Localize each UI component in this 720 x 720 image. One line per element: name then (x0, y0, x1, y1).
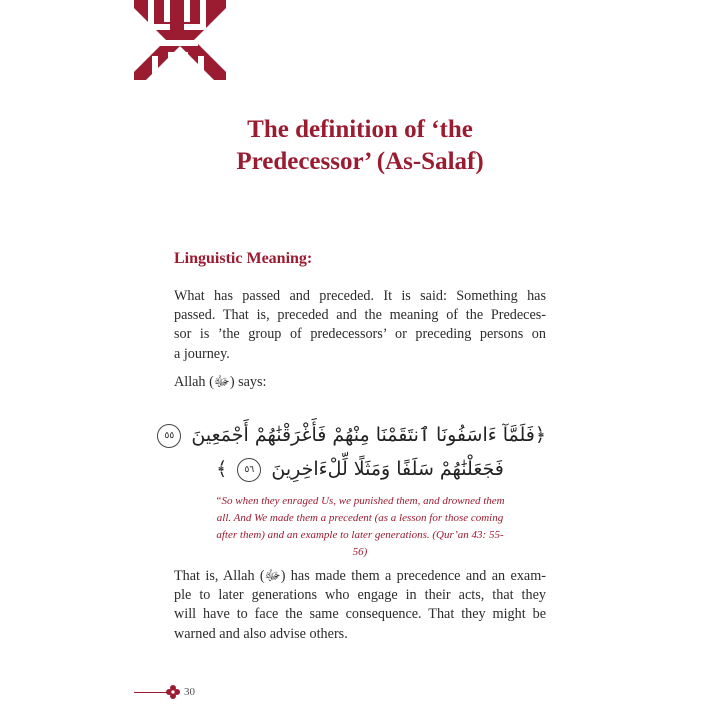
paragraph-line: ple to later generations who engage in their acts, that they (174, 587, 546, 604)
paragraph-line: passed. That is, preceded and the meaning of the Predeces- (174, 307, 546, 324)
paragraph-line: a journey. (174, 345, 230, 362)
page-title (0, 114, 720, 178)
title-line-2: Predecessor’ (As-Salaf) (236, 148, 484, 175)
flower-ornament-icon (165, 684, 181, 700)
page-number: 30 (184, 686, 195, 698)
paragraph-line: What has passed and preceded. It is said: Something has (174, 288, 546, 304)
footer-rule (134, 692, 168, 693)
verse-number-marker: ٥٦ (237, 458, 261, 482)
translation-line: 56) (352, 546, 368, 558)
allah-says-text: Allah (ﷻ) says: (174, 374, 267, 390)
paragraph-line: sor is ’the group of predecessors’ or preceding persons on (174, 326, 546, 343)
paragraph-line: That is, Allah (ﷻ) has made them a precedence and an exam- (174, 568, 546, 584)
translation-line: “So when they enraged Us, we punished them, and drowned them (215, 495, 505, 507)
verse-translation (200, 493, 520, 561)
section-heading: Linguistic Meaning: (174, 250, 313, 267)
quran-verse (164, 418, 546, 486)
translation-line: all. And We made them a precedent (as a lesson for those coming (216, 512, 504, 524)
quran-line-2 (174, 452, 546, 486)
quran-line-1 (164, 418, 546, 452)
paragraph-line: warned and also advise others. (174, 625, 348, 642)
title-line-1: The definition of ‘the (247, 116, 473, 143)
translation-line: after them) and an example to later generations. (Qur’an 43: 55- (216, 529, 504, 541)
verse-number-marker: ٥٥ (157, 424, 181, 448)
geometric-ornament-icon (134, 0, 226, 80)
quran-text: ﴿فَلَمَّآ ءَاسَفُونَا ٱنتَقَمْنَا مِنْهُمْ فَأَغْرَقْنَٰهُمْ أَجْمَعِينَ (191, 424, 546, 446)
paragraph-explanation (174, 567, 546, 644)
quran-text: فَجَعَلْنَٰهُمْ سَلَفًا وَمَثَلًا لِّلْءَاخِرِينَ (271, 458, 504, 480)
paragraph-linguistic-meaning (174, 287, 546, 364)
quran-closing-bracket: ﴾ (216, 458, 228, 480)
paragraph-line: will have to face the same consequence. That they might be (174, 606, 546, 623)
